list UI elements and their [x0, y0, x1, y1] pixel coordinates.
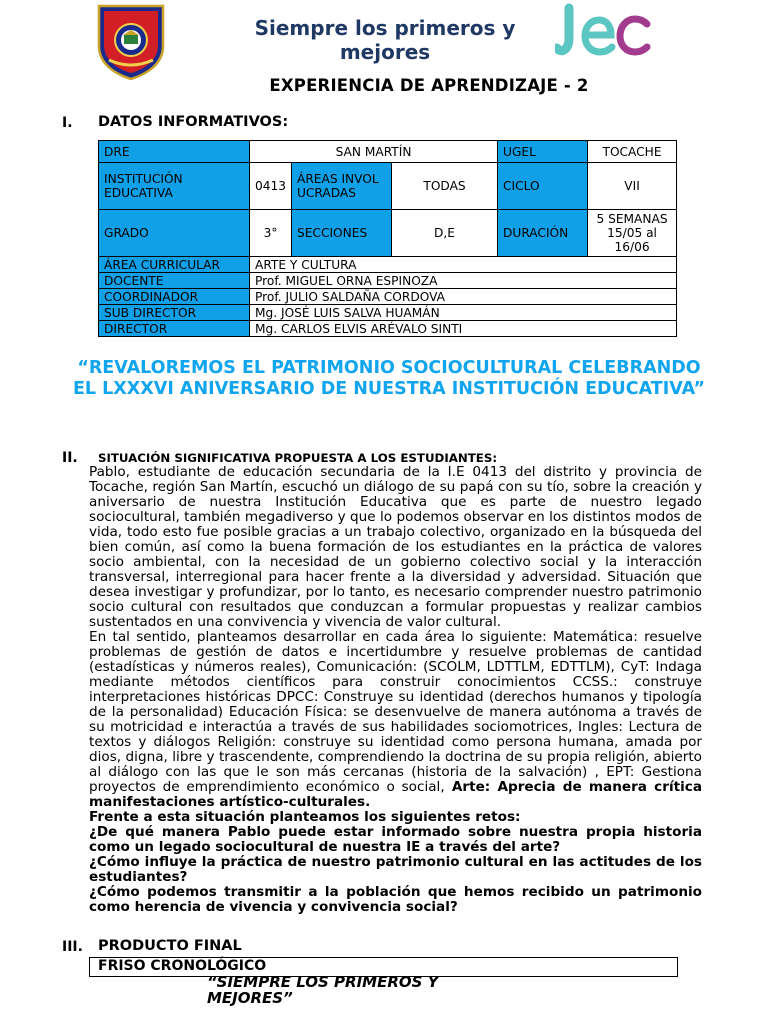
grado-value: 3° — [250, 210, 292, 257]
section-2-number: II. — [62, 450, 78, 466]
ciclo-label: CICLO — [498, 163, 588, 210]
situation-paragraph-2 — [89, 630, 702, 810]
secciones-value: D,E — [392, 210, 498, 257]
school-crest-logo — [95, 2, 167, 80]
docente-label: DOCENTE — [99, 273, 250, 289]
table-row — [99, 141, 677, 163]
grado-label: GRADO — [99, 210, 250, 257]
section-1-title: DATOS INFORMATIVOS: — [98, 114, 289, 130]
area-curricular-value: ARTE Y CULTURA — [250, 257, 677, 273]
duracion-label: DURACIÓN — [498, 210, 588, 257]
reto-question-1: ¿De qué manera Pablo puede estar informado sobre nuestra propia historia como un legado sociocultural de nuestra IE a través del arte? — [89, 824, 702, 855]
ciclo-value: VII — [588, 163, 677, 210]
product-motto: “SIEMPRE LOS PRIMEROS Y MEJORES” — [207, 973, 439, 1007]
retos-intro: Frente a esta situación planteamos los siguientes retos: — [89, 809, 521, 825]
table-row — [99, 305, 677, 321]
area-curricular-label: ÁREA CURRICULAR — [99, 257, 250, 273]
product-name: FRISO CRONOLÓGICO — [98, 958, 267, 974]
coordinador-label: COORDINADOR — [99, 289, 250, 305]
institucion-label: INSTITUCIÓN EDUCATIVA — [99, 163, 250, 210]
table-row — [99, 289, 677, 305]
section-3-title: PRODUCTO FINAL — [98, 938, 242, 954]
table-row — [99, 210, 677, 257]
director-value: Mg. CARLOS ELVIS ARÉVALO SINTI — [250, 321, 677, 337]
situation-text — [89, 465, 702, 915]
institucion-value: 0413 — [250, 163, 292, 210]
areas-label: ÁREAS INVOLUCRADAS — [292, 163, 392, 210]
dre-label: DRE — [99, 141, 250, 163]
ugel-label: UGEL — [498, 141, 588, 163]
subdirector-label: SUB DIRECTOR — [99, 305, 250, 321]
table-row — [99, 273, 677, 289]
duracion-value: 5 SEMANAS 15/05 al 16/06 — [588, 210, 677, 257]
info-table — [98, 140, 677, 337]
headline: “REVALOREMOS EL PATRIMONIO SOCIOCULTURAL CELEBRANDO EL LXXXVI ANIVERSARIO DE NUESTRA INSTITUCIÓN EDUCATIVA” — [72, 358, 706, 399]
document-title: EXPERIENCIA DE APRENDIZAJE - 2 — [269, 76, 589, 95]
table-row — [99, 163, 677, 210]
reto-question-2: ¿Cómo influye la práctica de nuestro patrimonio cultural en las actitudes de los estudiantes? — [89, 854, 702, 885]
situation-arte-text: Arte: Aprecia de manera crítica manifestaciones artístico-culturales. — [89, 779, 702, 810]
situation-areas-text: En tal sentido, planteamos desarrollar en cada área lo siguiente: Matemática: resuelve problemas de gestión de datos e incertidumbre y resuelve problemas de cantidad (estadísticas y números reales), Comunicación: (SCOLM, LDTTLM, EDTTLM), CyT: Indaga mediante métodos científicos para construir conocimientos CCSS.: construye interpretaciones históricas DPCC: Construye su identidad (derechos humanos y tipología de la personalidad) Educación Física: se desenvuelve de manera autónoma a través de su motricidad e interactúa a través de sus habilidades sociomotrices, Ingles: Lectura de textos y diálogos Religión: construye su identidad como persona humana, amada por dios, digna, libre y trascendente, comprendiendo la doctrina de su propia religión, abierto al diálogo con las que le son más cercanas (historia de la salvación) , EPT: Gestiona proyectos de emprendimiento económico o social, — [89, 629, 702, 795]
section-1-number: I. — [62, 115, 73, 131]
docente-value: Prof. MIGUEL ORNA ESPINOZA — [250, 273, 677, 289]
ugel-value: TOCACHE — [588, 141, 677, 163]
reto-question-3: ¿Cómo podemos transmitir a la población que hemos recibido un patrimonio como herencia de vivencia y convivencia social? — [89, 884, 702, 915]
table-row — [99, 257, 677, 273]
subdirector-value: Mg. JOSÉ LUIS SALVA HUAMÁN — [250, 305, 677, 321]
section-2-title: SITUACIÓN SIGNIFICATIVA PROPUESTA A LOS ESTUDIANTES: — [98, 451, 498, 465]
secciones-label: SECCIONES — [292, 210, 392, 257]
director-label: DIRECTOR — [99, 321, 250, 337]
section-3-number: III. — [62, 939, 83, 955]
table-row — [99, 321, 677, 337]
areas-value: TODAS — [392, 163, 498, 210]
header-motto: Siempre los primeros y mejores — [254, 16, 516, 64]
dre-value: SAN MARTÍN — [250, 141, 498, 163]
situation-paragraph-1: Pablo, estudiante de educación secundaria de la I.E 0413 del distrito y provincia de Tocache, región San Martín, escuchó un diálogo de su papá con su tío, sobre la creación y aniversario de nuestra Institución Educativa que es parte de nuestro legado sociocultural, también megadiverso y que lo podemos observar en los distintos modos de vida, todo esto fue posible gracias a un trabajo colectivo, organizado en la búsqueda del bien común, así como la buena formación de los estudiantes en la práctica de valores socio ambiental, con la necesidad de un gobierno colectivo social y la interacción transversal, interregional para hacer frente a la diversidad y adversidad. Situación que desea investigar y profundizar, por lo tanto, es necesario comprender nuestro patrimonio socio cultural con resultados que conduzcan a formular propuestas y realizar cambios sustentados en una convivencia y vivencia de valor cultural. — [89, 464, 702, 630]
jec-logo — [555, 2, 655, 60]
coordinador-value: Prof. JULIO SALDAÑA CORDOVA — [250, 289, 677, 305]
